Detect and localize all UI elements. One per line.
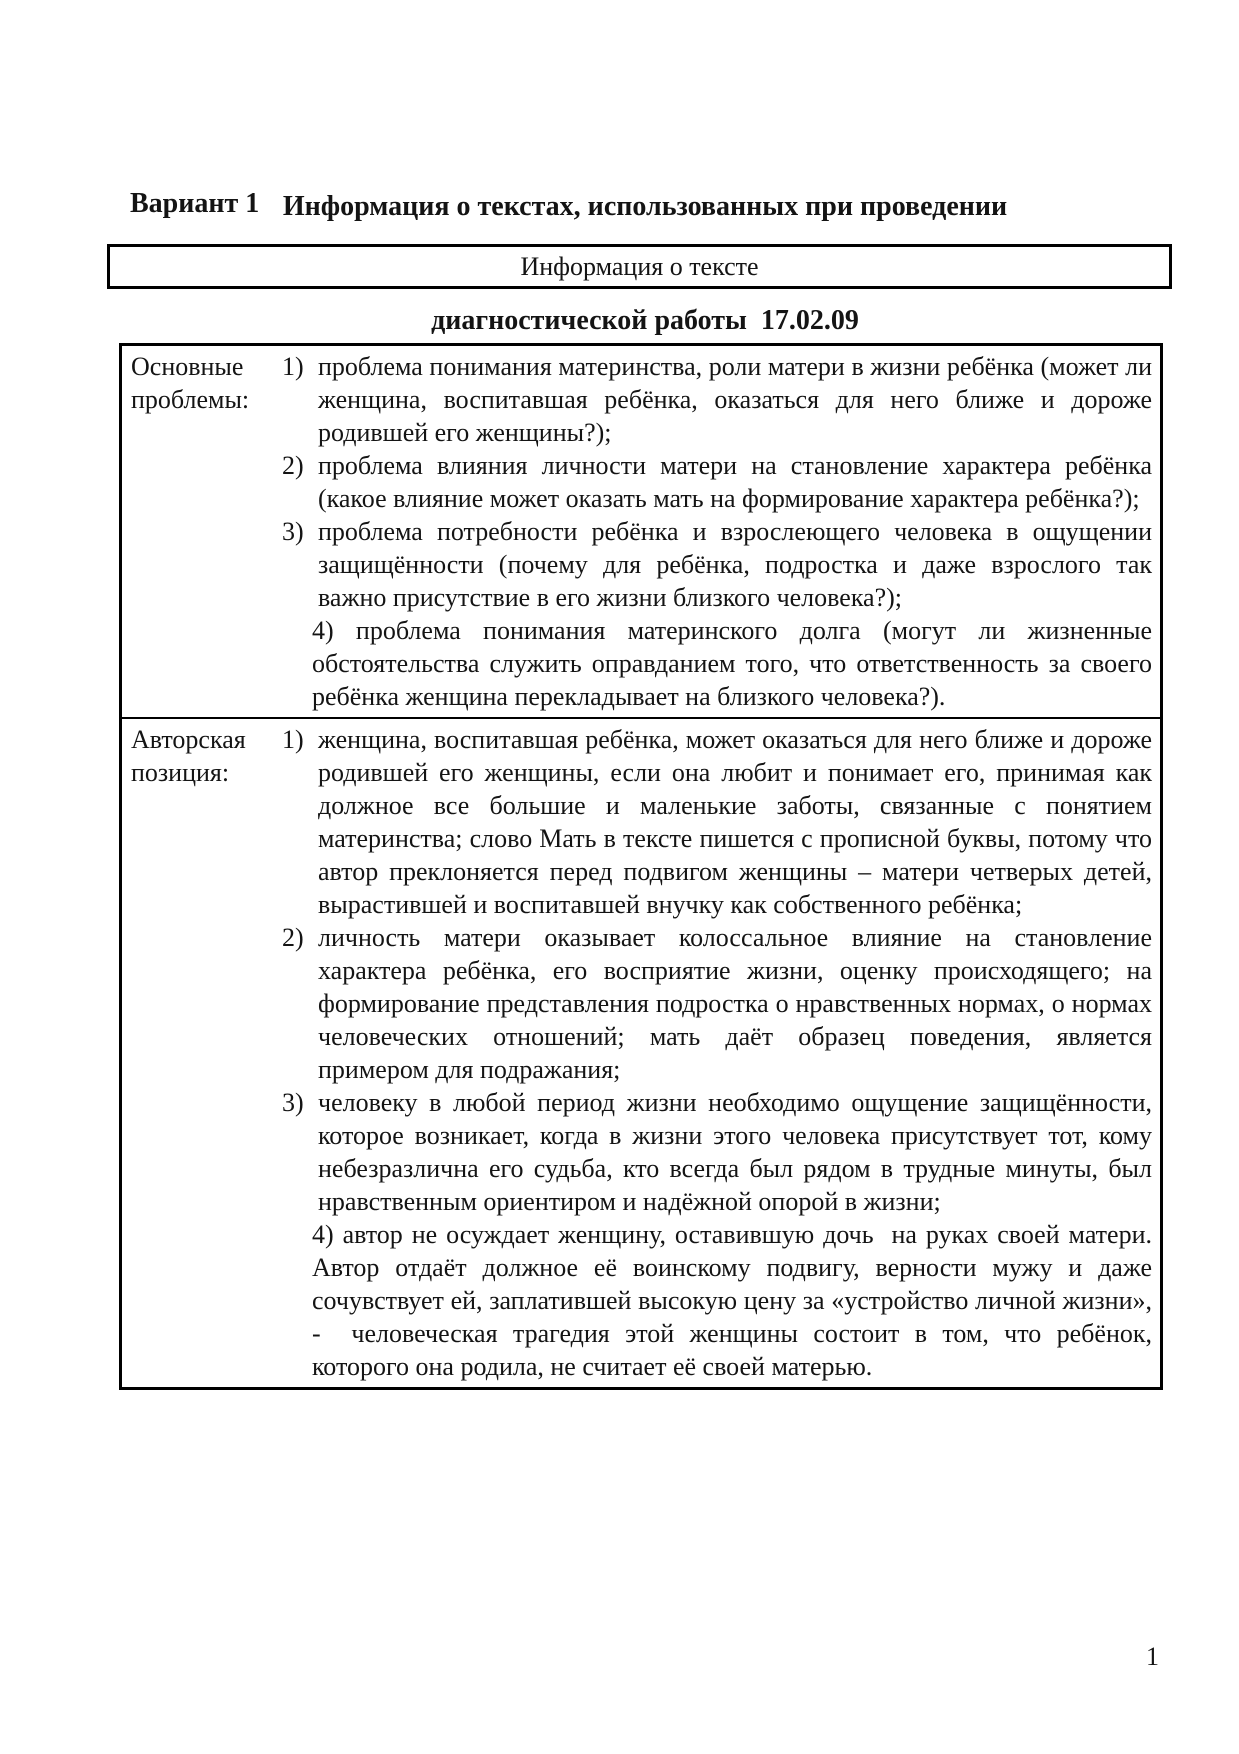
document-title-line2: диагностической работы 17.02.09	[431, 305, 859, 336]
variant-label: Вариант 1	[130, 188, 260, 219]
page-number: 1	[1146, 1642, 1159, 1671]
item-text: женщина, воспитавшая ребёнка, может оказаться для него ближе и дороже родившей его женщины, если она любит и понимает его, принимая как должное все большие и маленькие заботы, связанные с понятием материнства; слово Мать в тексте пишется с прописной буквы, потому что автор преклоняется перед подвигом женщины – матери четверых детей, вырастившей и воспитавшей внучку как собственного ребёнка;	[318, 725, 1152, 919]
item-number: 1)	[282, 352, 304, 381]
row-label-author-position: Авторская позиция:	[131, 725, 246, 787]
row-content-main-problems	[282, 346, 1160, 717]
table-row-author-position	[122, 717, 1160, 1387]
item-text: личность матери оказывает колоссальное влияние на становление характера ребёнка, его восприятие жизни, оценку происходящего; на формирование представления подростка о нравственных нормах, о нормах человеческих отношений; мать даёт образец поведения, является примером для подражания;	[318, 923, 1152, 1084]
list-item	[282, 921, 1152, 1086]
item-number: 1)	[282, 725, 304, 754]
item-text: проблема потребности ребёнка и взрослеющего человека в ощущении защищённости (почему для ребёнка, подростка и даже взрослого так важно присутствие в его жизни близкого человека?);	[318, 517, 1152, 612]
row-content-author-position	[282, 719, 1160, 1387]
list-item	[282, 723, 1152, 921]
info-box	[107, 244, 1172, 289]
item-text: проблема влияния личности матери на становление характера ребёнка (какое влияние может оказать мать на формирование характера ребёнка?);	[318, 451, 1152, 513]
item-number: 2)	[282, 451, 304, 480]
item-text: проблема понимания материнства, роли матери в жизни ребёнка (может ли женщина, воспитавшая ребёнка, оказаться для него ближе и дороже родившей его женщины?);	[318, 352, 1152, 447]
list-item: 4) проблема понимания материнского долга (могут ли жизненные обстоятельства служить оправданием того, что ответственность за своего ребёнка женщина перекладывает на близкого человека?).	[312, 616, 1152, 711]
list-item	[282, 350, 1152, 449]
row-label-main-problems: Основные проблемы:	[131, 352, 250, 414]
document-title-line1: Информация о текстах, использованных при проведении	[282, 191, 1008, 222]
item-number: 3)	[282, 1088, 304, 1117]
item-number: 2)	[282, 923, 304, 952]
item-text: человеку в любой период жизни необходимо ощущение защищённости, которое возникает, когда в жизни этого человека присутствует тот, кому небезразлична его судьба, кто всегда был рядом в трудные минуты, был нравственным ориентиром и надёжной опорой в жизни;	[318, 1088, 1152, 1216]
list-item: 4) автор не осуждает женщину, оставившую дочь на руках своей матери. Автор отдаёт должное её воинскому подвигу, верности мужу и даже сочувствует ей, заплатившей высокую цену за «устройство личной жизни», - человеческая трагедия этой женщины состоит в том, что ребёнок, которого она родила, не считает её своей матерью.	[312, 1220, 1152, 1381]
item-number: 3)	[282, 517, 304, 546]
info-box-title: Информация о тексте	[520, 251, 759, 281]
table-row-main-problems	[122, 346, 1160, 717]
info-table	[119, 343, 1163, 1390]
list-item	[282, 515, 1152, 614]
list-item	[282, 449, 1152, 515]
list-item	[282, 1086, 1152, 1218]
